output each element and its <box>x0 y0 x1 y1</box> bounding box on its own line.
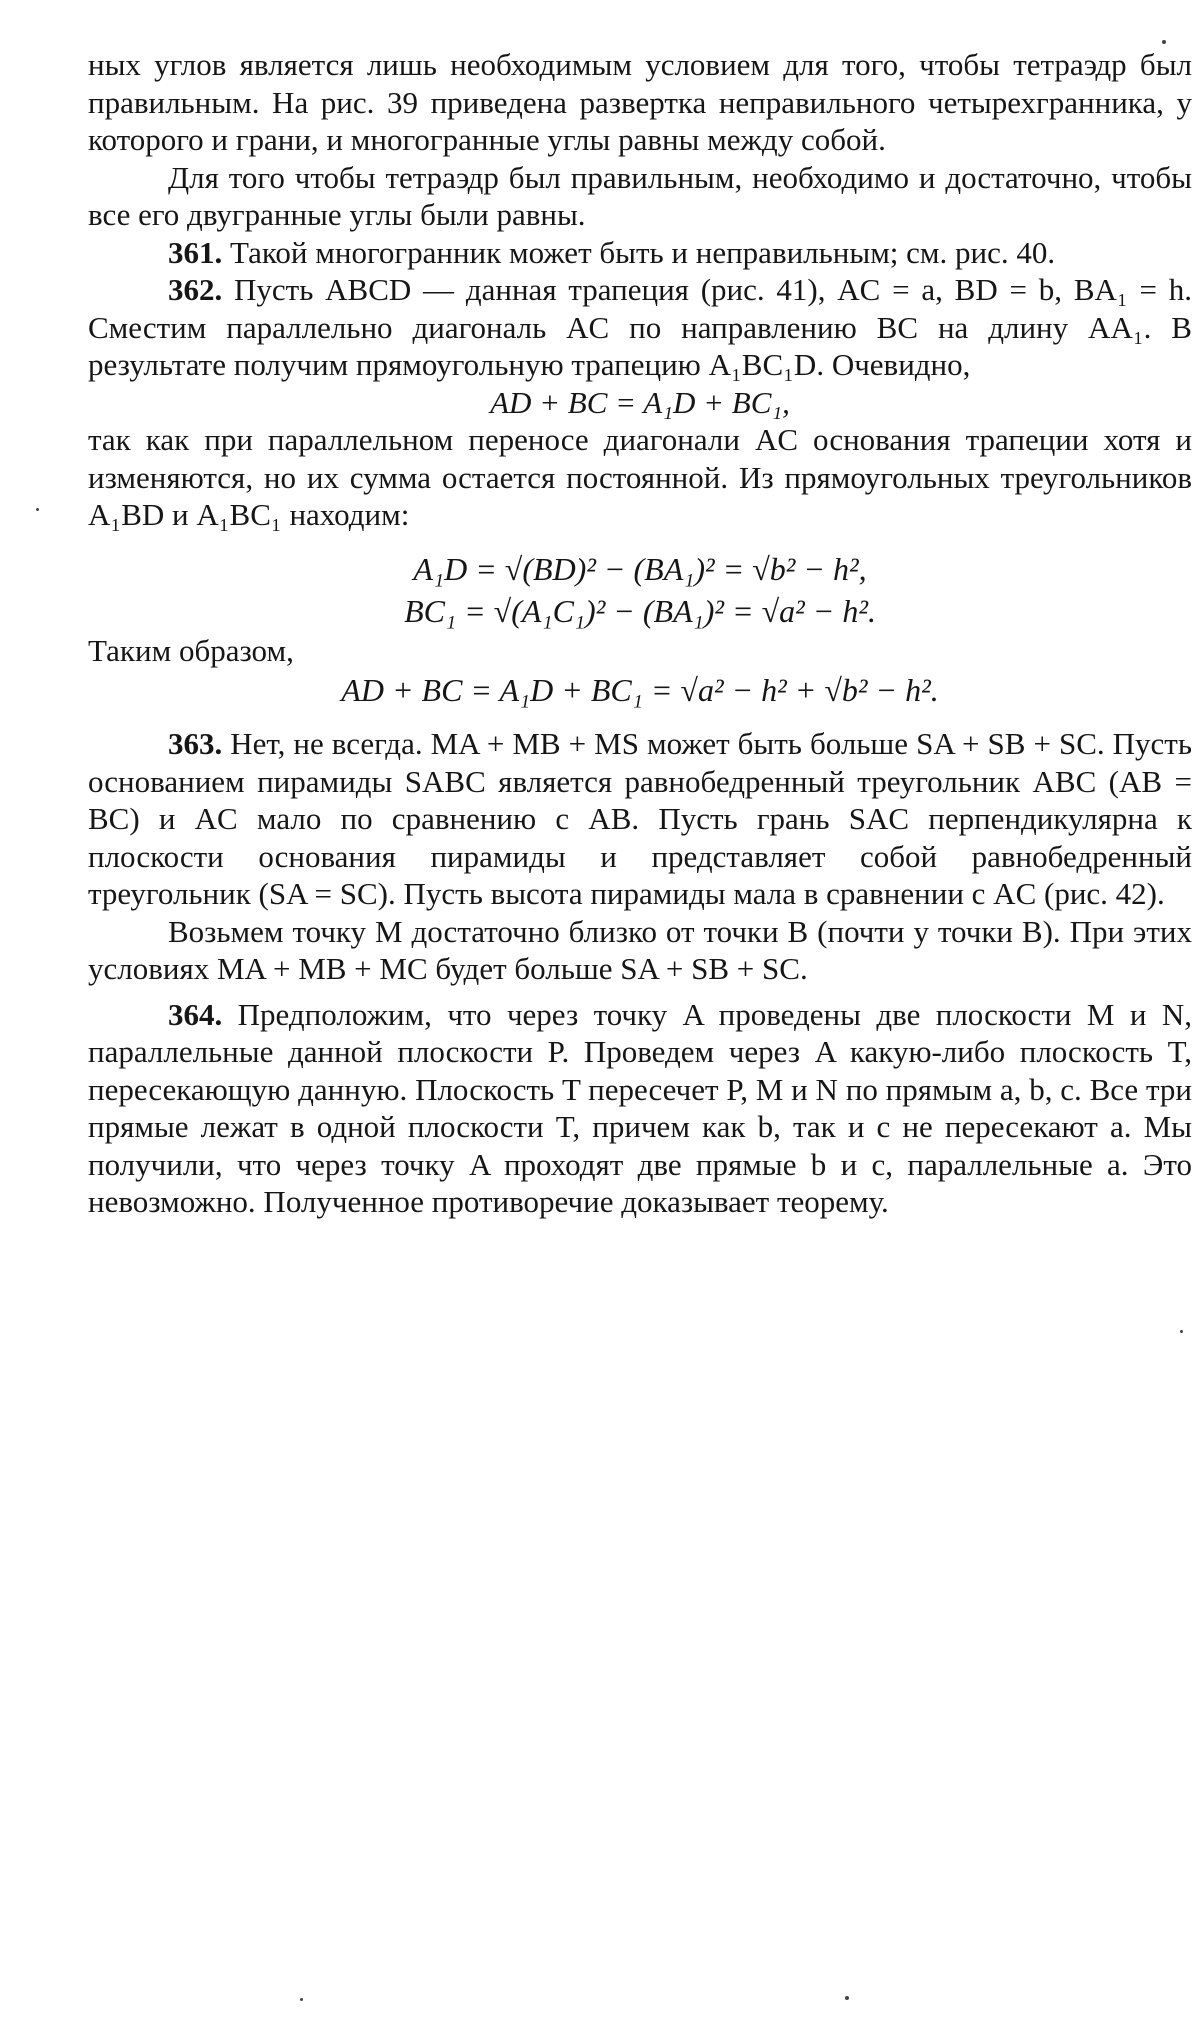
scan-speck <box>36 508 39 511</box>
paragraph-continuation: ных углов является лишь необходимым условием для того, чтобы тетраэдр был правильным. На рис. 39 приведена развертка неправильного четырехгранника, у которого и грани, и многогранные углы равны между собой. <box>88 47 1192 157</box>
answer-362-text: Пусть ABCD — данная трапеция (рис. 41), AC = a, BD = b, BA₁ = h. Сместим параллельно диагональ AC по направлению BC на длину AA₁. В результате получим прямоугольную трапецию A₁BC₁D. Очевидно, <box>88 272 1192 382</box>
answer-362-thus: Таким образом, <box>88 632 294 668</box>
problem-number-362: 362. <box>168 272 223 307</box>
answer-363-text: Нет, не всегда. MA + MB + MS может быть больше SA + SB + SC. Пусть основанием пирамиды SABC является равнобедренный треугольник ABC (AB = BC) и AC мало по сравнению с AB. Пусть грань SAC перпендикулярна к плоскости основания пирамиды и представляет собой равнобедренный треугольник (SA = SC). Пусть высота пирамиды мала в сравнении с AC (рис. 42). <box>88 726 1192 911</box>
formula-bc1: BC₁ = √(A₁C₁)² − (BA₁)² = √a² − h². <box>404 592 876 629</box>
formula-a1d: A₁D = √(BD)² − (BA₁)² = √b² − h², <box>413 550 867 587</box>
answer-364-text: Предположим, что через точку A проведены две плоскости M и N, параллельные данной плоскости P. Проведем через A какую-либо плоскость T, пересекающую данную. Плоскость T пересечет P, M и N по прямым a, b, c. Все три прямые лежат в одной плоскости T, причем как b, так и c не пересекают a. Мы получили, что через точку A проходят две прямые b и c, параллельные a. Это невозможно. Полученное противоречие доказывает теорему. <box>88 996 1192 1219</box>
problem-number-361: 361. <box>168 234 223 270</box>
scan-speck <box>1180 1330 1183 1333</box>
answer-362-explanation: так как при параллельном переносе диагонали AC основания трапеции хотя и изменяются, но их сумма остается постоянной. Из прямоугольных треугольников A₁BD и A₁BC₁ находим: <box>88 422 1192 532</box>
answer-363-continuation: Возьмем точку M достаточно близко от точки B (почти у точки B). При этих условиях MA + MB + MC будет больше SA + SB + SC. <box>88 913 1192 986</box>
answer-363 <box>88 725 1192 913</box>
document-page <box>88 46 1192 1221</box>
problem-number-363: 363. <box>168 726 223 761</box>
answer-364 <box>88 996 1192 1221</box>
scan-speck <box>300 1998 303 2001</box>
problem-number-364: 364. <box>168 996 223 1032</box>
formula-sum-bases: AD + BC = A₁D + BC₁, <box>490 384 790 420</box>
answer-361 <box>88 234 1192 272</box>
paragraph-tetrahedron-condition: Для того чтобы тетраэдр был правильным, необходимо и достаточно, чтобы все его двугранные углы были равны. <box>88 159 1192 232</box>
scan-speck <box>1162 40 1166 44</box>
scan-speck <box>845 1996 849 2000</box>
formula-final-sum: AD + BC = A₁D + BC₁ = √a² − h² + √b² − h². <box>341 672 939 708</box>
answer-362 <box>88 271 1192 384</box>
answer-361-text: Такой многогранник может быть и неправильным; см. рис. 40. <box>222 234 1056 270</box>
